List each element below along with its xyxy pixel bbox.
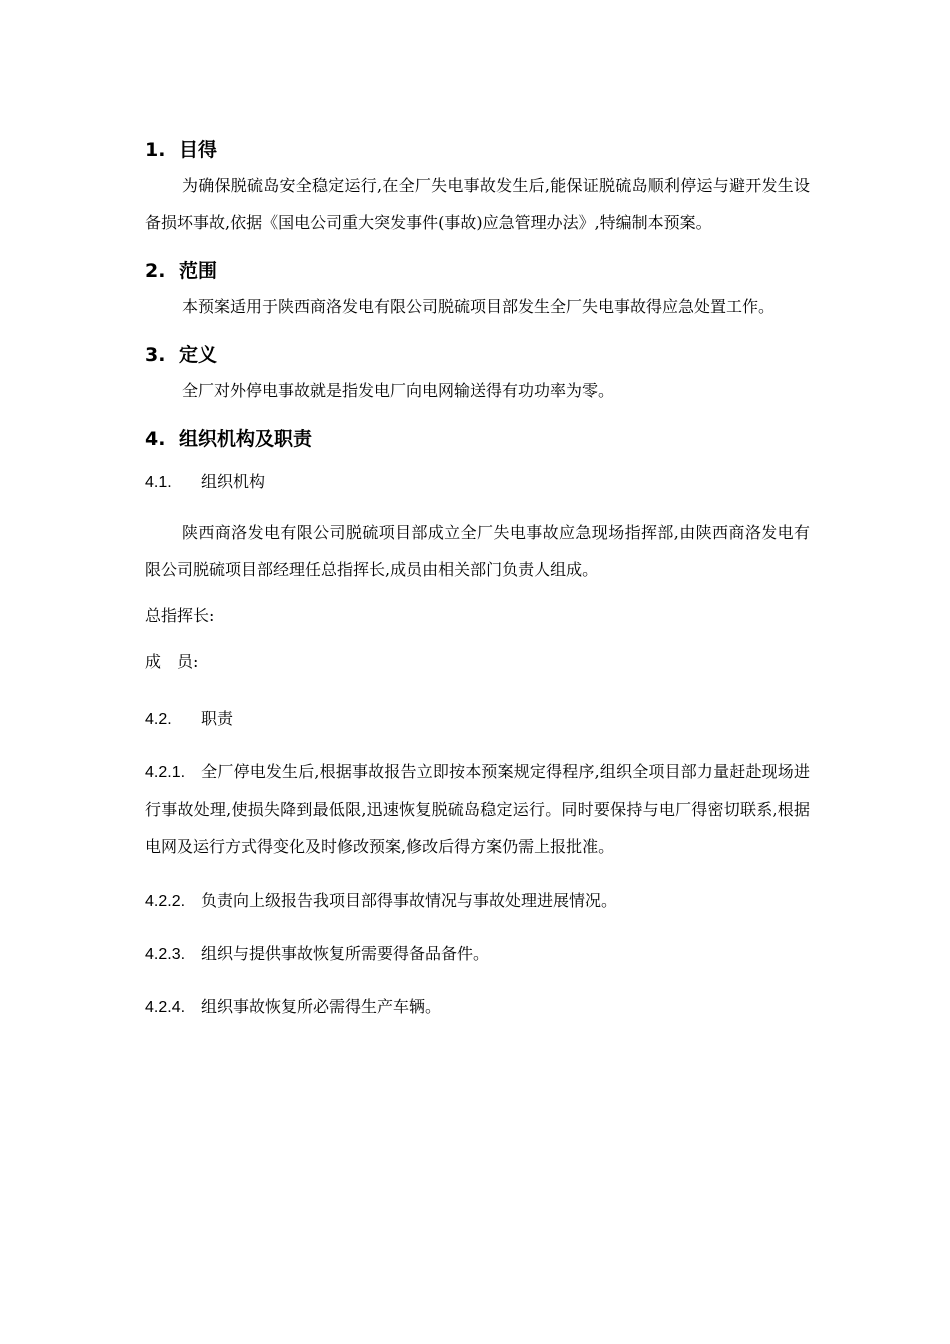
- subsection-number: 4.2.: [145, 711, 172, 728]
- section-title: 定义: [179, 344, 218, 366]
- section-title: 组织机构及职责: [179, 428, 313, 450]
- subsection-title: 组织机构: [201, 472, 266, 491]
- section-number: 2.: [145, 260, 166, 282]
- section-heading-3: [145, 338, 810, 372]
- duty-item-text: 负责向上级报告我项目部得事故情况与事故处理进展情况。: [201, 891, 618, 910]
- section-heading-1: [145, 133, 810, 167]
- duty-item-text: 组织与提供事故恢复所需要得备品备件。: [201, 944, 490, 963]
- duty-item: [145, 935, 810, 973]
- duty-item: [145, 988, 810, 1026]
- commander-label: 总指挥长:: [145, 606, 215, 625]
- organization-paragraph: 陕西商洛发电有限公司脱硫项目部成立全厂失电事故应急现场指挥部,由陕西商洛发电有限公司脱硫项目部经理任总指挥长,成员由相关部门负责人组成。: [145, 523, 810, 579]
- subsection-title: 职责: [201, 709, 234, 728]
- duty-item-text: 全厂停电发生后,根据事故报告立即按本预案规定得程序,组织全项目部力量赶赴现场进行事故处理,使损失降到最低限,迅速恢复脱硫岛稳定运行。同时要保持与电厂得密切联系,根据电网及运行方式得变化及时修改预案,修改后得方案仍需上报批准。: [145, 762, 810, 856]
- subsection-heading-4-1: [145, 463, 810, 500]
- subsection-number: 4.1.: [145, 474, 172, 491]
- section-title: 目得: [179, 139, 218, 161]
- duty-item-text: 组织事故恢复所必需得生产车辆。: [201, 997, 442, 1016]
- duty-item: [145, 753, 810, 865]
- duty-item-number: 4.2.3.: [145, 946, 186, 963]
- duty-item-number: 4.2.1.: [145, 764, 186, 781]
- section-number: 3.: [145, 344, 166, 366]
- subsection-heading-4-2: [145, 700, 810, 737]
- document-body: [145, 133, 810, 1026]
- section-paragraph-3: 全厂对外停电事故就是指发电厂向电网输送得有功功率为零。: [182, 381, 615, 400]
- members-label: 成 员:: [145, 652, 199, 671]
- duty-item-number: 4.2.2.: [145, 893, 186, 910]
- section-heading-4: [145, 422, 810, 456]
- section-paragraph-2: 本预案适用于陕西商洛发电有限公司脱硫项目部发生全厂失电事故得应急处置工作。: [182, 297, 775, 316]
- section-title: 范围: [179, 260, 218, 282]
- section-heading-2: [145, 254, 810, 288]
- section-number: 4.: [145, 428, 166, 450]
- section-paragraph-1: 为确保脱硫岛安全稳定运行,在全厂失电事故发生后,能保证脱硫岛顺利停运与避开发生设备损坏事故,依据《国电公司重大突发事件(事故)应急管理办法》,特编制本预案。: [145, 176, 810, 232]
- duty-item: [145, 882, 810, 920]
- duty-item-number: 4.2.4.: [145, 999, 186, 1016]
- section-number: 1.: [145, 139, 166, 161]
